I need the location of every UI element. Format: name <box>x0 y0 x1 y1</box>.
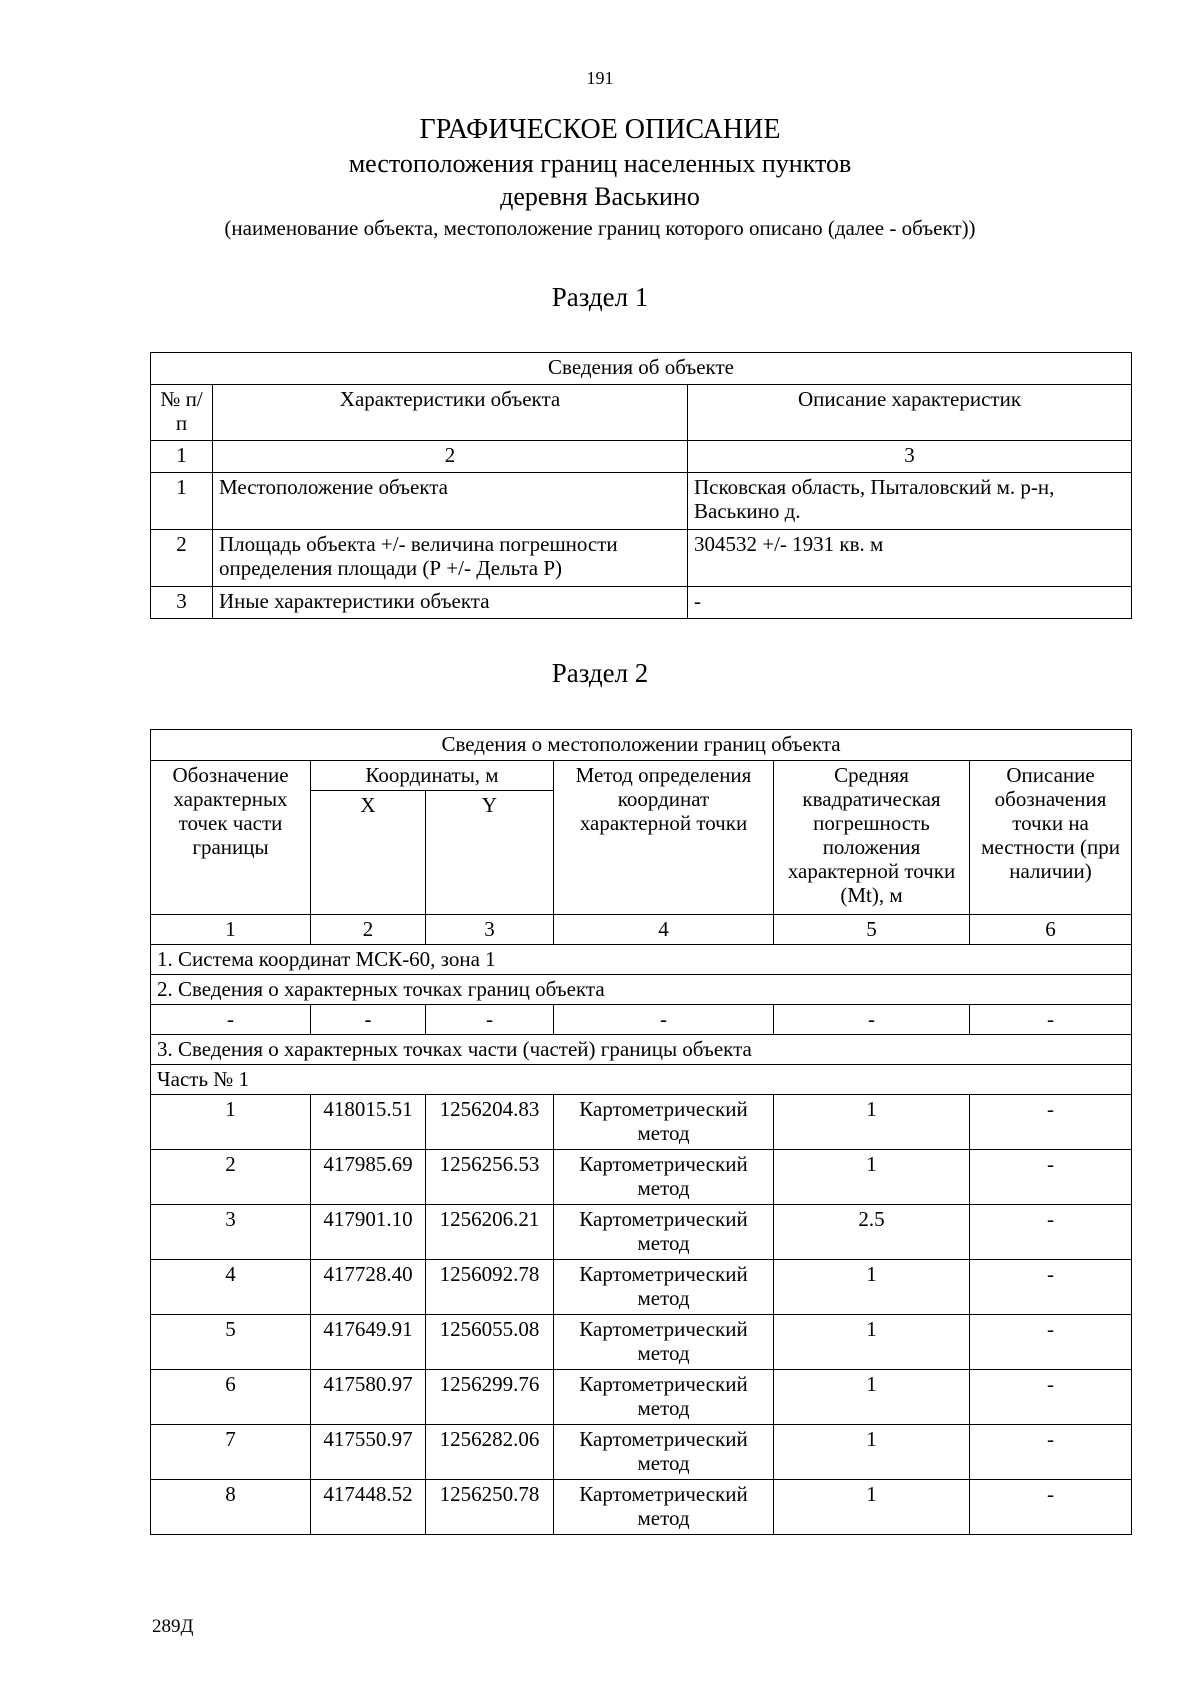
point-description: - <box>970 1425 1132 1480</box>
footer-code: 289Д <box>152 1616 194 1637</box>
table-row <box>151 1315 1132 1370</box>
points-body <box>151 1095 1132 1535</box>
row-description: 304532 +/- 1931 кв. м <box>688 530 1132 587</box>
row-characteristic: Местоположение объекта <box>213 473 688 530</box>
header-description: Описание характеристик <box>688 385 1132 441</box>
header-characteristic: Характеристики объекта <box>213 385 688 441</box>
column-number: 4 <box>554 915 774 945</box>
header-x: X <box>311 791 426 915</box>
point-number: 7 <box>151 1425 311 1480</box>
point-error: 1 <box>774 1150 970 1205</box>
point-error: 1 <box>774 1095 970 1150</box>
point-description: - <box>970 1370 1132 1425</box>
row-characteristic: Иные характеристики объекта <box>213 587 688 619</box>
point-method: Картометрический метод <box>554 1095 774 1150</box>
table-row <box>151 1150 1132 1205</box>
document-subtitle: местоположения границ населенных пунктов <box>348 149 852 178</box>
section1-heading: Раздел 1 <box>551 282 649 312</box>
point-y: 1256092.78 <box>426 1260 554 1315</box>
document-title: ГРАФИЧЕСКОЕ ОПИСАНИЕ <box>419 114 781 145</box>
part-label-row: Часть № 1 <box>151 1065 1132 1095</box>
column-number: 2 <box>213 441 688 473</box>
column-number: 1 <box>151 915 311 945</box>
point-error: 1 <box>774 1370 970 1425</box>
point-number: 1 <box>151 1095 311 1150</box>
coord-system-row: 1. Система координат МСК-60, зона 1 <box>151 945 1132 975</box>
point-error: 1 <box>774 1480 970 1535</box>
point-x: 417580.97 <box>311 1370 426 1425</box>
table-row <box>151 1095 1132 1150</box>
row-description: - <box>688 587 1132 619</box>
point-x: 417448.52 <box>311 1480 426 1535</box>
table-row <box>151 1205 1132 1260</box>
point-method: Картометрический метод <box>554 1425 774 1480</box>
boundary-table <box>150 729 1132 1535</box>
object-info-title: Сведения об объекте <box>151 353 1132 385</box>
row-num: 1 <box>151 473 213 530</box>
point-y: 1256055.08 <box>426 1315 554 1370</box>
point-x: 417728.40 <box>311 1260 426 1315</box>
point-description: - <box>970 1205 1132 1260</box>
point-method: Картометрический метод <box>554 1150 774 1205</box>
parts-heading-row: 3. Сведения о характерных точках части (частей) границы объекта <box>151 1035 1132 1065</box>
point-y: 1256206.21 <box>426 1205 554 1260</box>
point-number: 4 <box>151 1260 311 1315</box>
point-y: 1256204.83 <box>426 1095 554 1150</box>
empty-cell: - <box>311 1005 426 1035</box>
page-number: 191 <box>586 68 614 88</box>
point-description: - <box>970 1150 1132 1205</box>
point-x: 417550.97 <box>311 1425 426 1480</box>
table-row <box>151 1425 1132 1480</box>
point-error: 1 <box>774 1315 970 1370</box>
header-point-designation: Обозначение характерных точек части границы <box>151 761 311 915</box>
point-method: Картометрический метод <box>554 1480 774 1535</box>
header-num: № п/п <box>151 385 213 441</box>
point-number: 3 <box>151 1205 311 1260</box>
point-error: 1 <box>774 1260 970 1315</box>
object-caption: (наименование объекта, местоположение границ которого описано (далее - объект)) <box>224 216 976 240</box>
section2-heading: Раздел 2 <box>551 658 649 688</box>
empty-cell: - <box>774 1005 970 1035</box>
column-number: 3 <box>426 915 554 945</box>
point-y: 1256250.78 <box>426 1480 554 1535</box>
table-row <box>151 1370 1132 1425</box>
point-y: 1256256.53 <box>426 1150 554 1205</box>
point-number: 5 <box>151 1315 311 1370</box>
empty-cell: - <box>151 1005 311 1035</box>
point-y: 1256299.76 <box>426 1370 554 1425</box>
point-method: Картометрический метод <box>554 1260 774 1315</box>
empty-cell: - <box>554 1005 774 1035</box>
row-num: 2 <box>151 530 213 587</box>
point-description: - <box>970 1095 1132 1150</box>
boundary-table-title: Сведения о местоположении границ объекта <box>151 730 1132 761</box>
empty-cell: - <box>426 1005 554 1035</box>
point-number: 2 <box>151 1150 311 1205</box>
point-y: 1256282.06 <box>426 1425 554 1480</box>
points-heading-row: 2. Сведения о характерных точках границ объекта <box>151 975 1132 1005</box>
table-row <box>151 1260 1132 1315</box>
row-description: Псковская область, Пыталовский м. р-н, Васькино д. <box>688 473 1132 530</box>
point-x: 417985.69 <box>311 1150 426 1205</box>
point-description: - <box>970 1315 1132 1370</box>
table-row <box>151 1480 1132 1535</box>
point-method: Картометрический метод <box>554 1370 774 1425</box>
point-number: 6 <box>151 1370 311 1425</box>
point-error: 2.5 <box>774 1205 970 1260</box>
point-method: Картометрический метод <box>554 1315 774 1370</box>
object-name: деревня Васькино <box>500 182 700 211</box>
column-number: 6 <box>970 915 1132 945</box>
point-x: 417901.10 <box>311 1205 426 1260</box>
point-method: Картометрический метод <box>554 1205 774 1260</box>
point-x: 418015.51 <box>311 1095 426 1150</box>
header-point-description: Описание обозначения точки на местности (при наличии) <box>970 761 1132 915</box>
object-info-table <box>150 352 1132 619</box>
header-y: Y <box>426 791 554 915</box>
point-x: 417649.91 <box>311 1315 426 1370</box>
row-characteristic: Площадь объекта +/- величина погрешности определения площади (Р +/- Дельта Р) <box>213 530 688 587</box>
header-error: Средняя квадратическая погрешность положения характерной точки (Mt), м <box>774 761 970 915</box>
column-number: 2 <box>311 915 426 945</box>
column-number: 3 <box>688 441 1132 473</box>
column-number: 5 <box>774 915 970 945</box>
point-description: - <box>970 1260 1132 1315</box>
point-description: - <box>970 1480 1132 1535</box>
header-coordinates: Координаты, м <box>311 761 554 791</box>
row-num: 3 <box>151 587 213 619</box>
title-block <box>0 112 1200 242</box>
empty-cell: - <box>970 1005 1132 1035</box>
point-error: 1 <box>774 1425 970 1480</box>
header-method: Метод определения координат характерной точки <box>554 761 774 915</box>
point-number: 8 <box>151 1480 311 1535</box>
column-number: 1 <box>151 441 213 473</box>
